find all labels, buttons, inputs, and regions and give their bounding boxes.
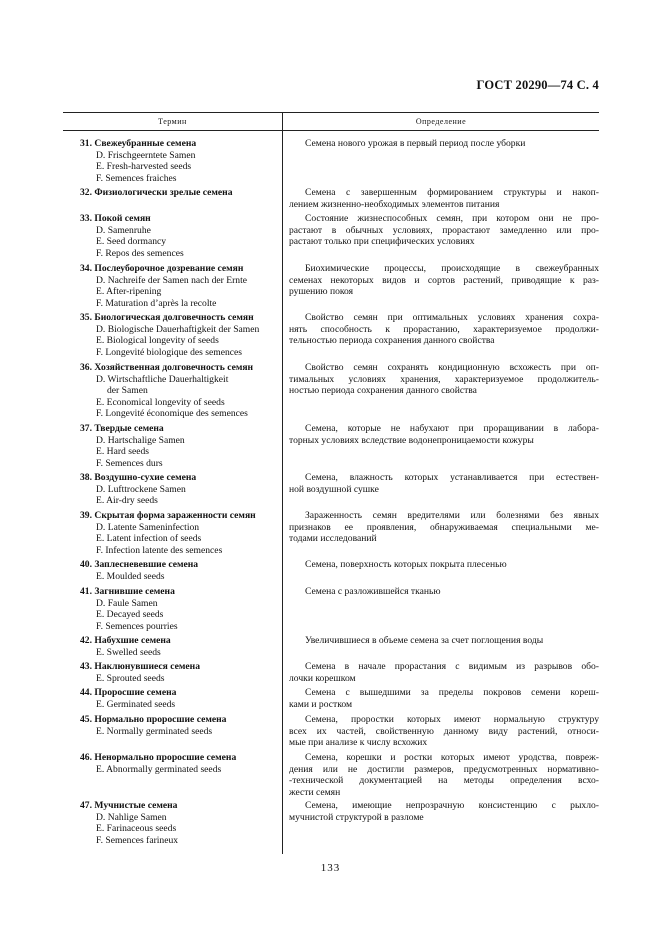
term-translation: D. Faule Samen <box>96 597 158 609</box>
definition-line: рушению покоя <box>289 286 354 298</box>
definition-cell <box>289 661 599 684</box>
term-translation: F. Repos des semences <box>96 247 184 259</box>
term-cell <box>80 362 280 420</box>
definition-line: мые при анализе к числу всхожих <box>289 737 428 749</box>
term-translation: D. Wirtschaftliche Dauerhaltigkeit <box>96 373 229 385</box>
definition-line: Семена в начале прорастания с видимым из разрывов обо- <box>305 661 599 672</box>
definition-line: Состояние жизнеспособных семян, при котором они не про- <box>305 213 599 224</box>
definition-line: Семена с разложившейся тканью <box>305 586 441 597</box>
term-cell <box>80 661 280 684</box>
term-title: 40. Заплесневевшие семена <box>80 559 199 570</box>
term-cell <box>80 423 280 469</box>
term-translation: E. Normally germinated seeds <box>96 725 213 737</box>
term-translation: E. Biological longevity of seeds <box>96 335 219 347</box>
definition-line: Семена, имеющие непрозрачную консистенцию с рыхло- <box>305 800 599 811</box>
definition-cell <box>289 586 599 598</box>
definition-line: Семена с вышедшими за пределы покровов семени кореш- <box>305 687 599 698</box>
definition-cell <box>289 559 599 571</box>
definition-line: семенах некоторых видов и сортов растений, приводящие к раз- <box>289 274 599 286</box>
term-title: 33. Покой семян <box>80 213 151 224</box>
definition-cell <box>289 263 599 298</box>
term-translation: E. Swelled seeds <box>96 646 161 658</box>
term-translation: F. Semences pourries <box>96 620 178 632</box>
definition-cell <box>289 423 599 446</box>
column-divider <box>282 112 283 854</box>
table-header-rule <box>63 130 599 131</box>
term-cell <box>80 714 280 737</box>
term-translation: E. After-ripening <box>96 286 162 298</box>
definition-line: Семена, поверхность которых покрыта плесенью <box>305 559 507 570</box>
term-translation: D. Frischgeerntete Samen <box>96 149 196 161</box>
term-title: 35. Биологическая долговечность семян <box>80 312 254 323</box>
definition-line: Свойство семян сохранять кондиционную всхожесть при оп- <box>305 362 599 373</box>
term-cell <box>80 752 280 775</box>
definition-line: торных условиях вследствие водонепроницаемости кожуры <box>289 434 534 446</box>
definition-line: лочки корешком <box>289 672 356 684</box>
term-translation: E. Germinated seeds <box>96 698 176 710</box>
definition-cell <box>289 687 599 710</box>
term-cell <box>80 586 280 632</box>
term-translation: D. Nachreife der Samen nach der Ernte <box>96 274 248 286</box>
term-title: 39. Скрытая форма зараженности семян <box>80 510 256 521</box>
term-cell <box>80 559 280 582</box>
term-cell <box>80 472 280 507</box>
definition-line: Зараженность семян вредителями или болезнями без явных <box>305 510 599 521</box>
term-translation: E. Hard seeds <box>96 446 150 458</box>
column-header-term: Термин <box>158 117 187 126</box>
term-translation: F. Longevité biologique des semences <box>96 346 243 358</box>
term-translation: E. Sprouted seeds <box>96 672 165 684</box>
definition-line: Семена, корешки и ростки которых имеют уродства, повреж- <box>305 752 599 763</box>
definition-line: дения или не достигли размеров, предусмотренных нормативно- <box>289 763 599 775</box>
term-cell <box>80 187 280 199</box>
column-header-definition: Определение <box>415 117 467 126</box>
term-title: 46. Ненормально проросшие семена <box>80 752 237 763</box>
term-translation: E. Seed dormancy <box>96 236 167 248</box>
definition-line: -технической документацией на методы определения всхо- <box>289 775 599 787</box>
definition-line: мучнистой структурой в разломе <box>289 811 424 823</box>
definition-line: Семена с завершенным формированием структуры и накоп- <box>305 187 599 198</box>
term-cell <box>80 213 280 259</box>
term-cell <box>80 312 280 358</box>
term-translation: D. Biologische Dauerhaftigkeit der Samen <box>96 323 260 335</box>
term-translation: F. Maturation d’après la recolte <box>96 297 217 309</box>
term-translation: D. Hartschalige Samen <box>96 434 185 446</box>
term-cell <box>80 800 280 846</box>
definition-cell <box>289 362 599 397</box>
term-translation: F. Semences farineux <box>96 834 179 846</box>
definition-cell <box>289 800 599 823</box>
term-title: 38. Воздушно-сухие семена <box>80 472 197 483</box>
definition-line: растают в обычных условиях, прорастают замедленно или про- <box>289 224 599 236</box>
term-title: 42. Набухшие семена <box>80 635 171 646</box>
definition-line: жести семян <box>289 786 341 798</box>
definition-cell <box>289 752 599 798</box>
term-cell <box>80 635 280 658</box>
definition-line: тимальных условиях хранения, характеризуемое продолжитель- <box>289 373 599 385</box>
definition-line: Биохимические процессы, происходящие в свежеубранных <box>305 263 599 274</box>
term-cell <box>80 263 280 309</box>
term-title: 43. Наклюнувшиеся семена <box>80 661 200 672</box>
definition-line: Увеличившиеся в объеме семена за счет поглощения воды <box>305 635 544 646</box>
term-title: 37. Твердые семена <box>80 423 164 434</box>
term-translation: E. Decayed seeds <box>96 609 164 621</box>
term-cell <box>80 687 280 710</box>
term-translation: D. Lufttrockene Samen <box>96 483 186 495</box>
term-translation: E. Farinaceous seeds <box>96 823 177 835</box>
term-cell <box>80 510 280 556</box>
definition-line: признаков ее проявления, обнаруживаемая специальными ме- <box>289 521 599 533</box>
term-translation: E. Moulded seeds <box>96 570 165 582</box>
term-translation: E. Abnormally germinated seeds <box>96 763 222 775</box>
term-title: 47. Мучнистые семена <box>80 800 178 811</box>
definition-line: Семена, которые не набухают при проращивании в лабора- <box>305 423 599 434</box>
definition-line: Семена, влажность которых устанавливается при естествен- <box>305 472 599 483</box>
definition-cell <box>289 213 599 248</box>
definition-cell <box>289 138 599 150</box>
definition-line: лением жизненно-необходимых элементов питания <box>289 198 500 210</box>
term-translation: E. Economical longevity of seeds <box>96 396 225 408</box>
page-number: 133 <box>320 862 341 874</box>
definition-line: ностью периода сохранения данного свойства <box>289 385 477 397</box>
term-translation: der Samen <box>107 385 148 397</box>
definition-line: растают только при специфических условиях <box>289 236 475 248</box>
definition-line: ками и ростком <box>289 698 353 710</box>
term-translation: D. Samenruhe <box>96 224 151 236</box>
definition-cell <box>289 714 599 749</box>
definition-cell <box>289 472 599 495</box>
term-translation: E. Fresh-harvested seeds <box>96 161 192 173</box>
term-translation: D. Latente Sameninfection <box>96 521 200 533</box>
term-title: 31. Свежеубранные семена <box>80 138 197 149</box>
term-title: 41. Загнившие семена <box>80 586 175 597</box>
definition-cell <box>289 187 599 210</box>
term-translation: D. Nahlige Samen <box>96 811 167 823</box>
definition-cell <box>289 312 599 347</box>
term-title: 44. Проросшие семена <box>80 687 177 698</box>
term-title: 36. Хозяйственная долговечность семян <box>80 362 254 373</box>
definition-line: Семена, проростки которых имеют нормальную структуру <box>305 714 599 725</box>
definition-line: нять способность к прорастанию, характеризуемое продолжи- <box>289 323 599 335</box>
term-translation: E. Air-dry seeds <box>96 495 158 507</box>
definition-line: тодами исследований <box>289 533 377 545</box>
term-cell <box>80 138 280 184</box>
definition-line: Семена нового урожая в первый период после уборки <box>305 138 526 149</box>
term-title: 45. Нормально проросшие семена <box>80 714 227 725</box>
definition-line: тельностью периода сохранения данного свойства <box>289 335 495 347</box>
definition-line: Свойство семян при оптимальных условиях хранения сохра- <box>305 312 599 323</box>
term-translation: F. Infection latente des semences <box>96 544 223 556</box>
definition-line: ной воздушной сушке <box>289 483 379 495</box>
term-translation: F. Longevité économique des semences <box>96 408 248 420</box>
table-top-rule <box>63 112 599 113</box>
term-title: 32. Физиологически зрелые семена <box>80 187 233 198</box>
term-translation: E. Latent infection of seeds <box>96 533 202 545</box>
page-header: ГОСТ 20290—74 С. 4 <box>476 78 599 92</box>
definition-cell <box>289 635 599 647</box>
term-translation: F. Semences fraiches <box>96 172 177 184</box>
term-translation: F. Semences durs <box>96 457 163 469</box>
definition-cell <box>289 510 599 545</box>
definition-line: всех их частей, свойственную данному виду растений, относи- <box>289 725 599 737</box>
term-title: 34. Послеуборочное дозревание семян <box>80 263 244 274</box>
